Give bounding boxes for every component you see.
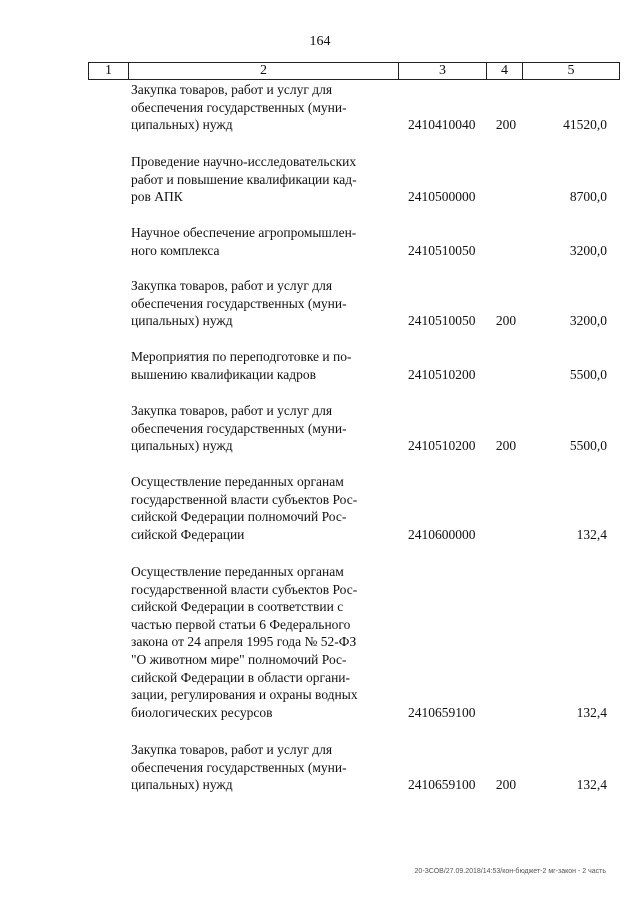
row-type: 200: [495, 438, 517, 454]
row-amount: 5500,0: [569, 438, 607, 454]
row-name: [131, 277, 392, 330]
row-name-line: Проведение научно-исследовательских: [131, 154, 357, 169]
row-name-line: сийской Федерации полномочий Рос-: [131, 509, 347, 525]
row-amount: 5500,0: [569, 366, 607, 382]
page-number: 164: [309, 34, 331, 49]
row-name-line: работ и повышение квалификации кад-: [131, 171, 357, 187]
row-code: 2410510200: [408, 366, 476, 382]
row-code: 2410510050: [408, 313, 476, 329]
row-type: 200: [495, 117, 517, 133]
column-header-3: 3: [399, 63, 487, 80]
row-name-line: обеспечения государственных (муни-: [131, 759, 347, 775]
row-amount: 3200,0: [569, 313, 607, 329]
row-code: 2410659100: [408, 777, 476, 793]
footer-note: 20-ЗСОВ/27.09.2018/14:53/кон-бюджет-2 мг-закон - 2 часть: [414, 868, 606, 875]
row-name-line: Закупка товаров, работ и услуг для: [131, 82, 333, 97]
column-header-5: 5: [523, 63, 620, 80]
row-code: 2410500000: [408, 189, 476, 205]
column-header-1: 1: [89, 63, 129, 80]
row-name: [131, 563, 392, 721]
column-header-2: 2: [129, 63, 399, 80]
row-amount: 132,4: [576, 704, 607, 720]
row-name-line: ципальных) нужд: [131, 438, 233, 454]
row-amount: 132,4: [576, 777, 607, 793]
row-name: [131, 741, 392, 794]
row-code: 2410510050: [408, 242, 476, 258]
row-name-line: сийской Федерации: [131, 526, 245, 542]
row-amount: 8700,0: [569, 189, 607, 205]
row-name-line: вышению квалификации кадров: [131, 366, 317, 382]
row-name-line: сийской Федерации в соответствии с: [131, 599, 344, 615]
row-name-line: ного комплекса: [131, 242, 220, 258]
row-name-line: государственной власти субъектов Рос-: [131, 581, 358, 597]
row-name-line: "О животном мире" полномочий Рос-: [131, 651, 347, 667]
row-code: 2410659100: [408, 704, 476, 720]
row-name-line: Закупка товаров, работ и услуг для: [131, 278, 333, 293]
row-name-line: ципальных) нужд: [131, 777, 233, 793]
row-name: [131, 402, 392, 455]
row-name-line: биологических ресурсов: [131, 704, 273, 720]
row-name-line: обеспечения государственных (муни-: [131, 99, 347, 115]
row-name-line: государственной власти субъектов Рос-: [131, 491, 358, 507]
row-name-line: закона от 24 апреля 1995 года № 52-ФЗ: [131, 634, 357, 650]
row-name-line: частью первой статьи 6 Федерального: [131, 616, 351, 632]
row-name-line: ципальных) нужд: [131, 117, 233, 133]
row-amount: 3200,0: [569, 242, 607, 258]
row-name: [131, 153, 392, 206]
row-name-line: Осуществление переданных органам: [131, 564, 344, 579]
row-code: 2410510200: [408, 438, 476, 454]
row-name-line: зации, регулирования и охраны водных: [131, 687, 358, 703]
row-amount: 132,4: [576, 526, 607, 542]
row-name-line: обеспечения государственных (муни-: [131, 295, 347, 311]
row-name-line: ципальных) нужд: [131, 313, 233, 329]
row-name: [131, 81, 392, 134]
row-code: 2410600000: [408, 526, 476, 542]
row-name-line: Осуществление переданных органам: [131, 474, 344, 489]
row-name: [131, 473, 392, 543]
column-header-4: 4: [487, 63, 523, 80]
row-name-line: Мероприятия по переподготовке и по-: [131, 349, 352, 364]
row-name-line: сийской Федерации в области органи-: [131, 669, 351, 685]
row-name-line: Закупка товаров, работ и услуг для: [131, 403, 333, 418]
row-type: 200: [495, 777, 517, 793]
row-name-line: Научное обеспечение агропромышлен-: [131, 225, 357, 240]
row-name: [131, 348, 392, 383]
row-code: 2410410040: [408, 117, 476, 133]
row-amount: 41520,0: [563, 117, 607, 133]
column-header-row: [88, 62, 620, 80]
row-name-line: Закупка товаров, работ и услуг для: [131, 742, 333, 757]
row-name-line: обеспечения государственных (муни-: [131, 420, 347, 436]
row-name-line: ров АПК: [131, 189, 183, 205]
row-type: 200: [495, 313, 517, 329]
row-name: [131, 224, 392, 259]
